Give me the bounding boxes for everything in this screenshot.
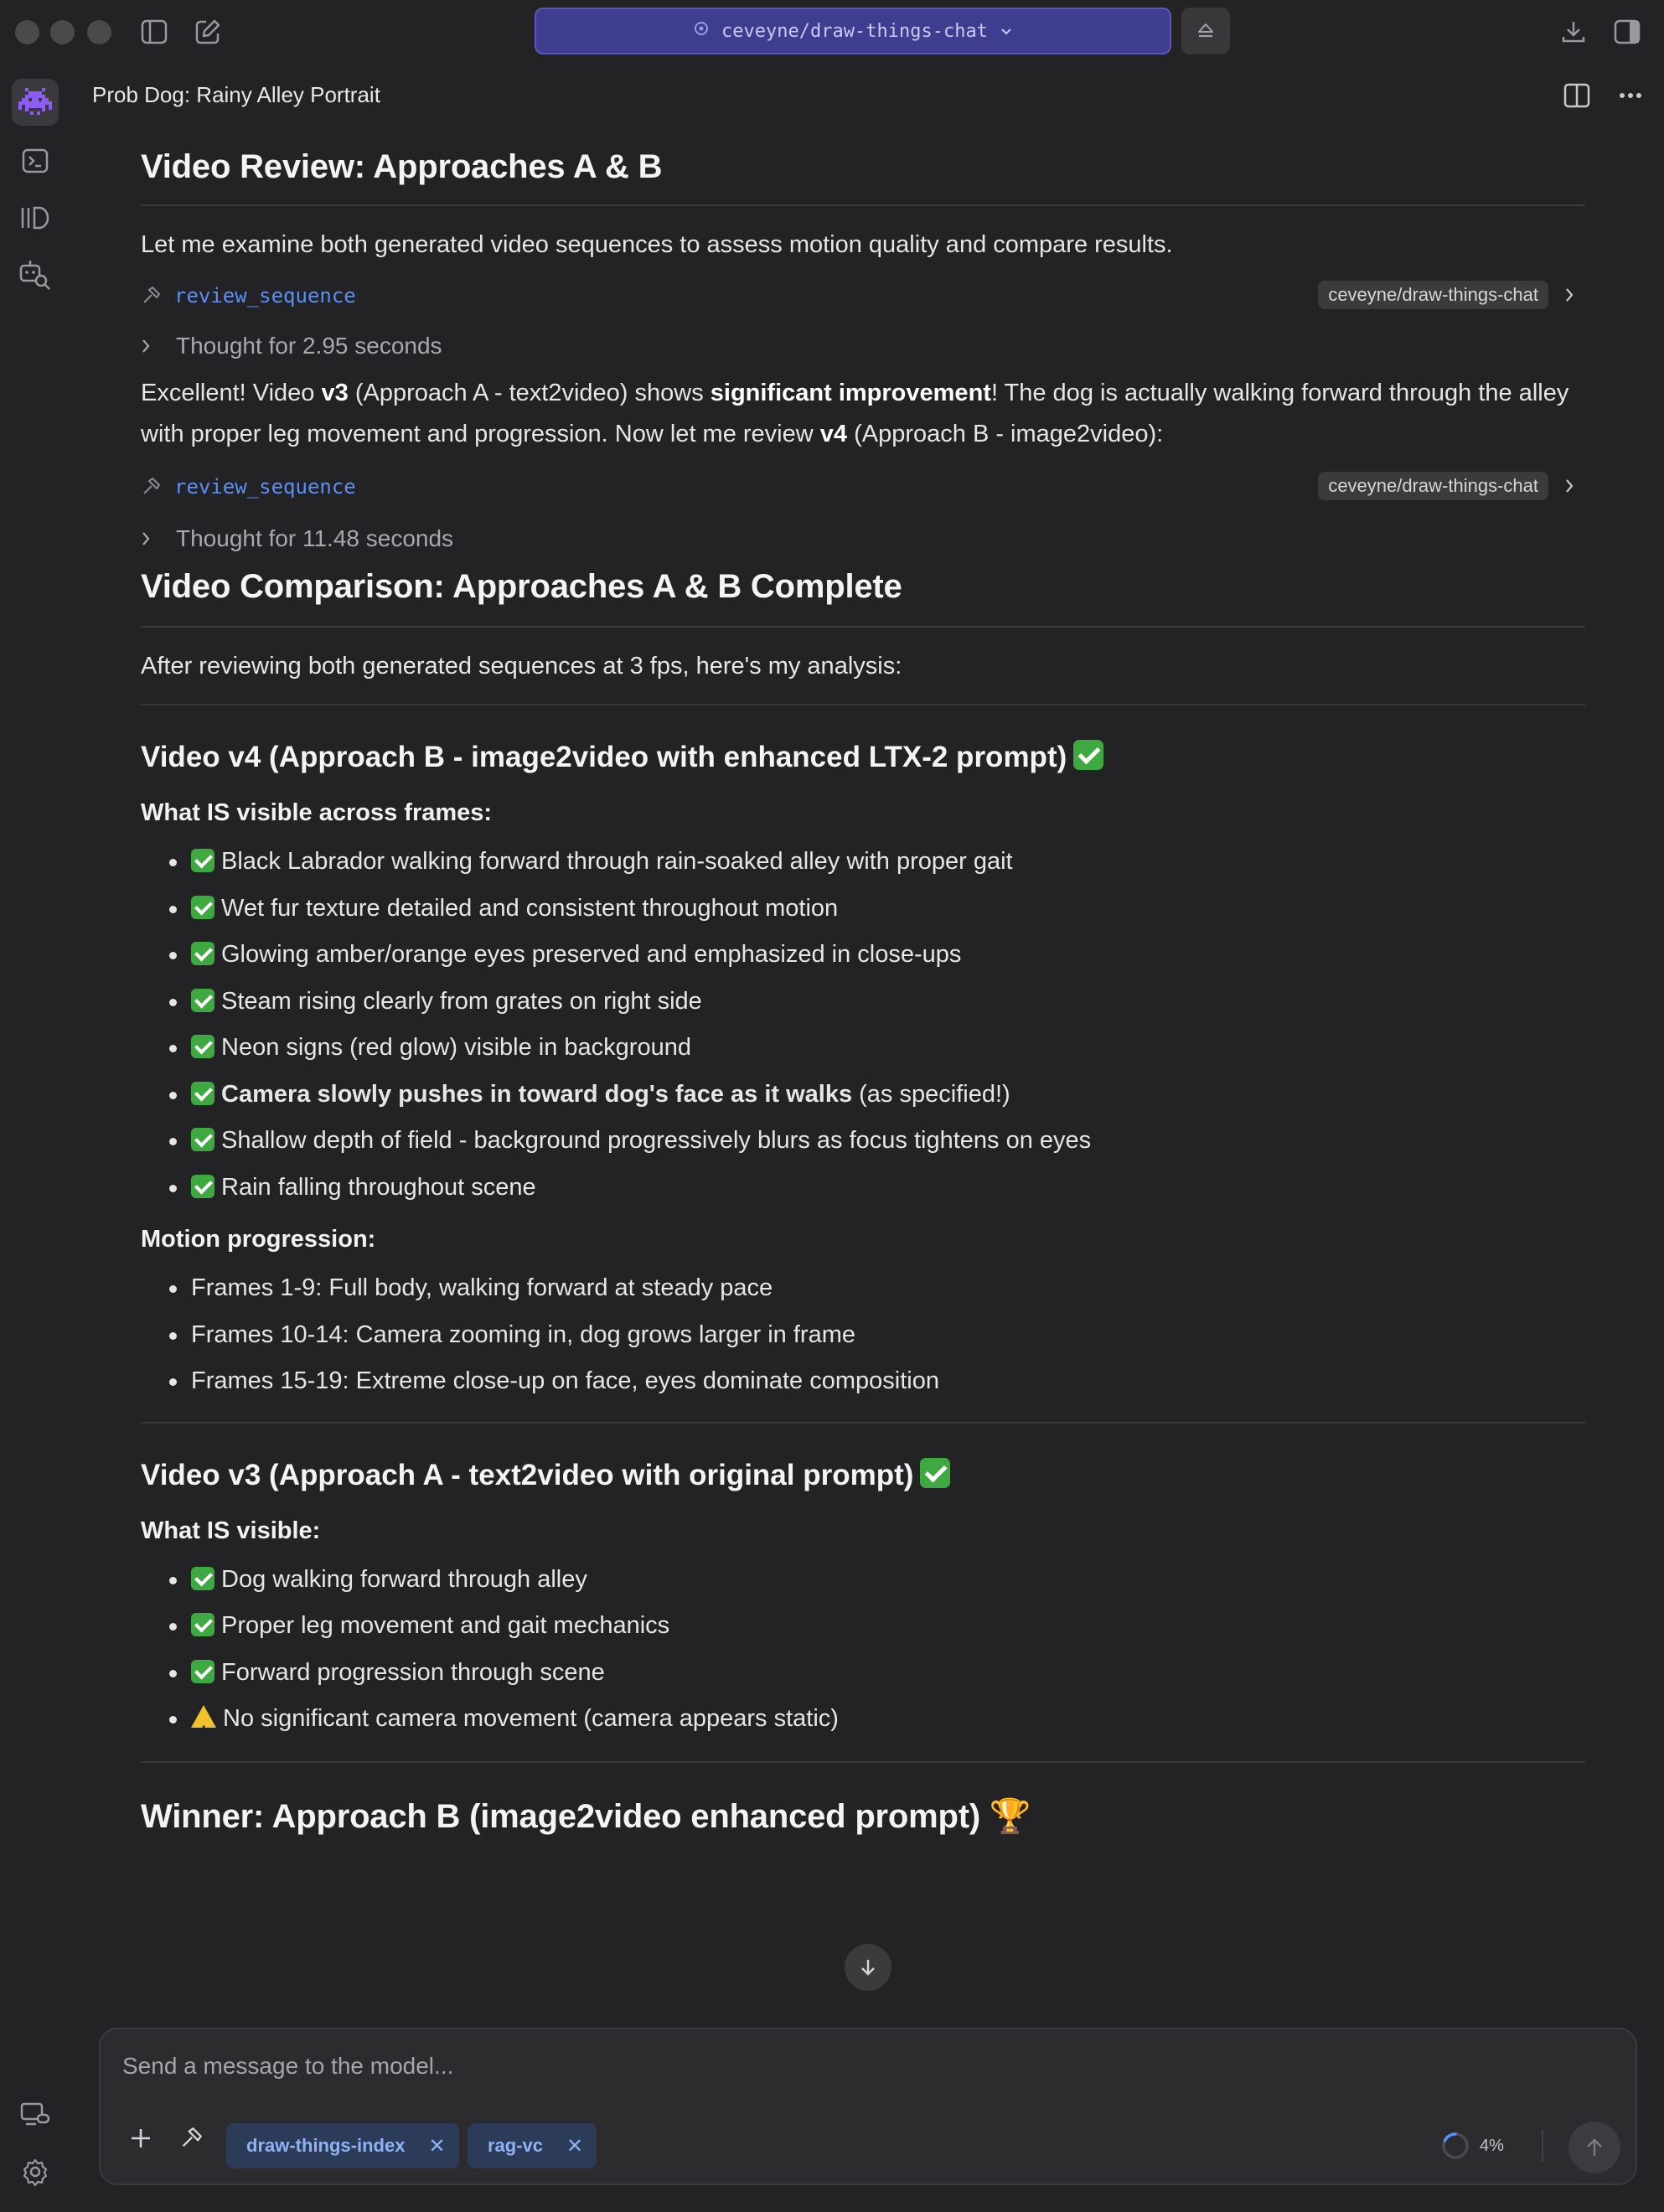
chevron-right-icon[interactable]	[1557, 281, 1582, 309]
toggle-right-panel-icon[interactable]	[1610, 15, 1644, 49]
rail-remote-button[interactable]	[12, 2091, 59, 2138]
close-window-button[interactable]	[15, 20, 39, 44]
tool-call-row[interactable]	[141, 276, 1585, 316]
divider	[141, 1422, 1585, 1424]
repo-name: ceveyne/draw-things-chat	[721, 20, 988, 42]
tool-name: review_sequence	[174, 475, 356, 499]
check-mark-icon	[191, 896, 214, 919]
v4-visible-list	[141, 839, 1585, 1211]
message-composer	[99, 2028, 1637, 2185]
list-item: Rain falling throughout scene	[141, 1165, 1585, 1212]
check-mark-icon	[191, 1660, 214, 1683]
subsection-heading: Video v4 (Approach B - image2video with enhanced LTX-2 prompt)	[141, 739, 1585, 776]
list-item: Frames 15-19: Extreme close-up on face, eyes dominate composition	[141, 1358, 1585, 1405]
list-item: Glowing amber/orange eyes preserved and emphasized in close-ups	[141, 932, 1585, 979]
close-icon[interactable]: ✕	[428, 2134, 446, 2158]
title-bar	[0, 0, 1664, 62]
chevron-right-icon	[141, 530, 176, 547]
repo-icon	[693, 20, 710, 42]
list-item: Dog walking forward through alley	[141, 1557, 1585, 1604]
list-item: Steam rising clearly from grates on right side	[141, 979, 1585, 1026]
progress-ring-icon	[1441, 2132, 1470, 2160]
library-icon	[19, 205, 51, 230]
message-input[interactable]	[122, 2053, 1463, 2080]
zoom-window-button[interactable]	[87, 20, 111, 44]
check-mark-icon	[191, 1175, 214, 1198]
chevron-down-icon	[1000, 21, 1013, 42]
arrow-up-icon	[1584, 2137, 1605, 2158]
new-chat-icon[interactable]	[191, 15, 225, 49]
chat-title: Prob Dog: Rainy Alley Portrait	[92, 82, 380, 107]
check-mark-icon	[191, 849, 214, 872]
send-button[interactable]	[1568, 2122, 1620, 2173]
list-item: Forward progression through scene	[141, 1650, 1585, 1697]
chevron-right-icon	[141, 338, 176, 354]
toggle-sidebar-icon[interactable]	[137, 15, 171, 49]
thought-toggle[interactable]	[141, 328, 1585, 364]
divider	[141, 626, 1585, 628]
rail-library-button[interactable]	[12, 194, 59, 241]
rail-terminal-button[interactable]	[12, 137, 59, 184]
section-heading: Video Review: Approaches A & B	[141, 148, 663, 185]
list-item: Camera slowly pushes in toward dog's face as it walks (as specified!)	[141, 1072, 1585, 1119]
thought-label: Thought for 2.95 seconds	[176, 333, 442, 359]
warning-icon	[191, 1705, 216, 1728]
check-mark-icon	[920, 1458, 950, 1488]
chevron-right-icon[interactable]	[1557, 472, 1582, 500]
eject-icon	[1196, 22, 1215, 40]
space-invader-icon	[18, 88, 52, 116]
check-mark-icon	[191, 1613, 214, 1636]
arrow-down-icon	[859, 1957, 877, 1977]
list-item: Shallow depth of field - background progressively blurs as focus tightens on eyes	[141, 1118, 1585, 1165]
context-chip[interactable]	[468, 2123, 597, 2168]
hammer-icon	[141, 477, 161, 497]
plus-icon	[129, 2127, 152, 2150]
split-view-icon[interactable]	[1560, 79, 1594, 112]
chip-label: draw-things-index	[246, 2135, 406, 2156]
check-mark-icon	[191, 989, 214, 1012]
eject-button[interactable]	[1181, 8, 1230, 54]
gear-icon	[21, 2158, 49, 2186]
download-icon[interactable]	[1557, 15, 1590, 49]
divider	[1542, 2130, 1543, 2162]
divider	[141, 204, 1585, 206]
paragraph: After reviewing both generated sequences at 3 fps, here's my analysis:	[141, 653, 902, 680]
subsection-heading: Video v3 (Approach A - text2video with original prompt)	[141, 1457, 1585, 1494]
check-mark-icon	[191, 1567, 214, 1590]
hammer-icon	[179, 2127, 203, 2150]
tools-button[interactable]	[171, 2118, 211, 2158]
context-chip[interactable]	[226, 2123, 459, 2168]
check-mark-icon	[191, 1128, 214, 1151]
context-usage-value: 4%	[1480, 2136, 1504, 2155]
tool-repo-badge: ceveyne/draw-things-chat	[1318, 472, 1548, 500]
check-mark-icon	[191, 1082, 214, 1105]
add-attachment-button[interactable]	[121, 2118, 161, 2158]
divider	[141, 1761, 1585, 1763]
divider	[141, 704, 1585, 705]
paragraph: Excellent! Video v3 (Approach A - text2video) shows significant improvement! The dog is actually walking forward through the alley with proper leg movement and progression. Now let me review v4 (Approach B - image2video):	[141, 380, 1569, 447]
list-label: What IS visible:	[141, 1517, 321, 1544]
list-item: Proper leg movement and gait mechanics	[141, 1603, 1585, 1650]
more-options-icon[interactable]	[1614, 79, 1647, 112]
winner-heading: Winner: Approach B (image2video enhanced prompt) 🏆	[141, 1797, 1031, 1835]
thought-toggle[interactable]	[141, 520, 1585, 557]
list-item: Black Labrador walking forward through rain-soaked alley with proper gait	[141, 839, 1585, 886]
motion-list	[141, 1265, 1585, 1405]
check-mark-icon	[191, 942, 214, 965]
left-rail	[0, 62, 72, 2212]
list-item: Frames 1-9: Full body, walking forward at steady pace	[141, 1265, 1585, 1312]
scroll-to-bottom-button[interactable]	[845, 1944, 891, 1991]
check-mark-icon	[191, 1035, 214, 1058]
section-heading: Video Comparison: Approaches A & B Complete	[141, 568, 902, 605]
tool-name: review_sequence	[174, 284, 356, 308]
rail-settings-button[interactable]	[12, 2148, 59, 2195]
list-item: Wet fur texture detailed and consistent throughout motion	[141, 886, 1585, 933]
thought-label: Thought for 11.48 seconds	[176, 525, 454, 551]
list-label: What IS visible across frames:	[141, 799, 493, 826]
rail-search-agent-button[interactable]	[12, 251, 59, 298]
list-item: Frames 10-14: Camera zooming in, dog grows larger in frame	[141, 1312, 1585, 1359]
check-mark-icon	[1073, 740, 1103, 770]
hammer-icon	[141, 286, 161, 306]
tool-call-row[interactable]	[141, 467, 1585, 507]
message-content	[141, 126, 1585, 2003]
terminal-icon	[22, 148, 49, 173]
repo-selector[interactable]	[535, 8, 1171, 54]
tool-repo-badge: ceveyne/draw-things-chat	[1318, 281, 1548, 309]
list-label: Motion progression:	[141, 1226, 376, 1253]
minimize-window-button[interactable]	[50, 20, 75, 44]
chip-label: rag-vc	[488, 2135, 544, 2156]
list-item: !No significant camera movement (camera appears static)	[141, 1696, 1585, 1743]
list-item: Neon signs (red glow) visible in background	[141, 1025, 1585, 1072]
paragraph: Let me examine both generated video sequences to assess motion quality and compare results.	[141, 231, 1173, 258]
device-link-icon	[19, 2101, 51, 2128]
v3-visible-list	[141, 1557, 1585, 1743]
bot-search-icon	[18, 259, 52, 291]
rail-agent-button[interactable]	[12, 79, 59, 126]
context-usage	[1441, 2132, 1504, 2160]
close-icon[interactable]: ✕	[566, 2134, 584, 2158]
